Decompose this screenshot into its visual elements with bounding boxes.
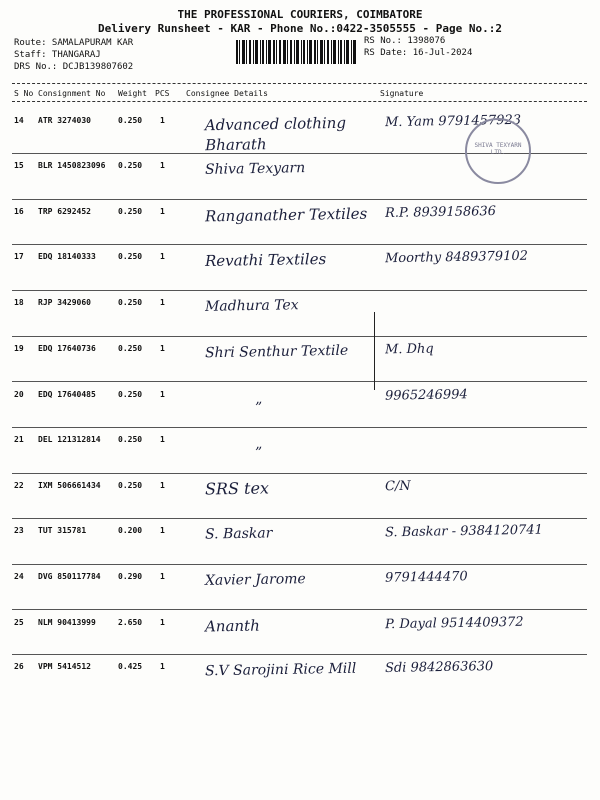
row-consignee: Madhura Tex <box>204 297 299 315</box>
rs-number: RS No.: 1398076 <box>364 36 446 46</box>
header-divider-bottom <box>12 101 587 102</box>
staff-label: Staff: THANGARAJ <box>14 50 101 60</box>
row-consignment-no: EDQ 17640736 <box>38 344 96 353</box>
row-consignment-no: VPM 5414512 <box>38 662 91 671</box>
row-sno: 25 <box>14 618 24 627</box>
barcode <box>236 40 356 64</box>
row-sno: 16 <box>14 207 24 216</box>
row-separator <box>12 244 587 245</box>
row-weight: 0.200 <box>118 526 143 535</box>
row-consignment-no: EDQ 17640485 <box>38 390 96 399</box>
drs-label: DRS No.: DCJB139807602 <box>14 62 134 72</box>
row-consignee: ” <box>254 444 263 462</box>
row-weight: 0.250 <box>118 481 143 490</box>
row-consignee: Advanced clothing Bharath <box>204 113 347 155</box>
row-signature: Moorthy 8489379102 <box>384 248 529 267</box>
row-signature: R.P. 8939158636 <box>384 204 497 221</box>
col-header-signature: Signature <box>380 89 424 98</box>
row-weight: 0.250 <box>118 161 143 170</box>
row-consignee: SRS tex <box>204 478 270 499</box>
row-consignee: Xavier Jarome <box>204 571 306 589</box>
row-consignee: Shri Senthur Textile <box>204 342 349 362</box>
row-consignment-no: ATR 3274030 <box>38 116 91 125</box>
row-separator <box>12 199 587 200</box>
bracket-line <box>374 312 375 390</box>
row-separator <box>12 518 587 519</box>
runsheet-subtitle: Delivery Runsheet - KAR - Phone No.:0422-3505555 - Page No.:2 <box>98 22 502 35</box>
row-consignment-no: DEL 121312814 <box>38 435 101 444</box>
row-sno: 26 <box>14 662 24 671</box>
row-consignee: S. Baskar <box>204 525 273 543</box>
col-header-consignee: Consignee Details <box>186 89 268 98</box>
row-pcs: 1 <box>160 572 165 581</box>
row-weight: 2.650 <box>118 618 143 627</box>
row-separator <box>12 609 587 610</box>
row-sno: 24 <box>14 572 24 581</box>
row-signature: 9965246994 <box>384 387 468 404</box>
row-sno: 19 <box>14 344 24 353</box>
row-consignment-no: NLM 90413999 <box>38 618 96 627</box>
row-pcs: 1 <box>160 435 165 444</box>
row-signature: M. Yam 9791457923 <box>384 112 522 131</box>
company-stamp <box>465 118 531 184</box>
row-pcs: 1 <box>160 252 165 261</box>
row-signature: Sdi 9842863630 <box>384 659 494 676</box>
row-weight: 0.290 <box>118 572 143 581</box>
row-sno: 22 <box>14 481 24 490</box>
row-pcs: 1 <box>160 116 165 125</box>
row-sno: 17 <box>14 252 24 261</box>
row-pcs: 1 <box>160 662 165 671</box>
row-sno: 15 <box>14 161 24 170</box>
row-signature: S. Baskar - 9384120741 <box>384 522 544 541</box>
row-consignee: Ranganather Textiles <box>204 204 368 226</box>
row-weight: 0.250 <box>118 207 143 216</box>
row-consignment-no: TRP 6292452 <box>38 207 91 216</box>
row-sno: 14 <box>14 116 24 125</box>
row-consignee: S.V Sarojini Rice Mill <box>204 660 357 680</box>
route-label: Route: SAMALAPURAM KAR <box>14 38 134 48</box>
row-separator <box>12 427 587 428</box>
row-signature: C/N <box>384 478 411 495</box>
row-weight: 0.250 <box>118 390 143 399</box>
row-pcs: 1 <box>160 298 165 307</box>
courier-title: THE PROFESSIONAL COURIERS, COIMBATORE <box>177 8 423 21</box>
row-separator <box>12 473 587 474</box>
row-signature: M. Dhq <box>384 341 434 358</box>
row-pcs: 1 <box>160 526 165 535</box>
row-separator <box>12 564 587 565</box>
row-signature: 9791444470 <box>384 569 468 586</box>
row-weight: 0.250 <box>118 344 143 353</box>
col-header-consignment: Consignment No <box>38 89 106 98</box>
row-weight: 0.250 <box>118 298 143 307</box>
row-consignment-no: BLR 1450823096 <box>38 161 106 170</box>
col-header-sno: S No <box>14 89 34 98</box>
row-consignee: Revathi Textiles <box>204 249 327 271</box>
row-pcs: 1 <box>160 618 165 627</box>
row-consignment-no: TUT 315781 <box>38 526 87 535</box>
row-sno: 21 <box>14 435 24 444</box>
row-pcs: 1 <box>160 390 165 399</box>
row-pcs: 1 <box>160 207 165 216</box>
header-divider-top <box>12 83 587 84</box>
row-pcs: 1 <box>160 161 165 170</box>
row-consignee: ” <box>254 399 263 417</box>
row-signature: P. Dayal 9514409372 <box>384 614 524 633</box>
row-weight: 0.250 <box>118 116 143 125</box>
row-sno: 18 <box>14 298 24 307</box>
row-consignment-no: DVG 850117784 <box>38 572 101 581</box>
row-separator <box>12 290 587 291</box>
row-separator <box>12 654 587 655</box>
row-separator <box>12 381 587 382</box>
row-pcs: 1 <box>160 344 165 353</box>
row-pcs: 1 <box>160 481 165 490</box>
row-sno: 20 <box>14 390 24 399</box>
row-weight: 0.250 <box>118 435 143 444</box>
stamp-text: SHIVA TEXYARN LTD. <box>474 142 522 156</box>
row-consignee: Shiva Texyarn <box>204 160 306 178</box>
row-separator <box>12 336 587 337</box>
rs-date: RS Date: 16-Jul-2024 <box>364 48 473 58</box>
col-header-pcs: PCS <box>155 89 170 98</box>
row-consignment-no: EDQ 18140333 <box>38 252 96 261</box>
col-header-weight: Weight <box>118 89 147 98</box>
row-weight: 0.250 <box>118 252 143 261</box>
row-consignment-no: RJP 3429060 <box>38 298 91 307</box>
row-weight: 0.425 <box>118 662 143 671</box>
row-consignee: Ananth <box>204 616 260 636</box>
row-sno: 23 <box>14 526 24 535</box>
row-consignment-no: IXM 506661434 <box>38 481 101 490</box>
